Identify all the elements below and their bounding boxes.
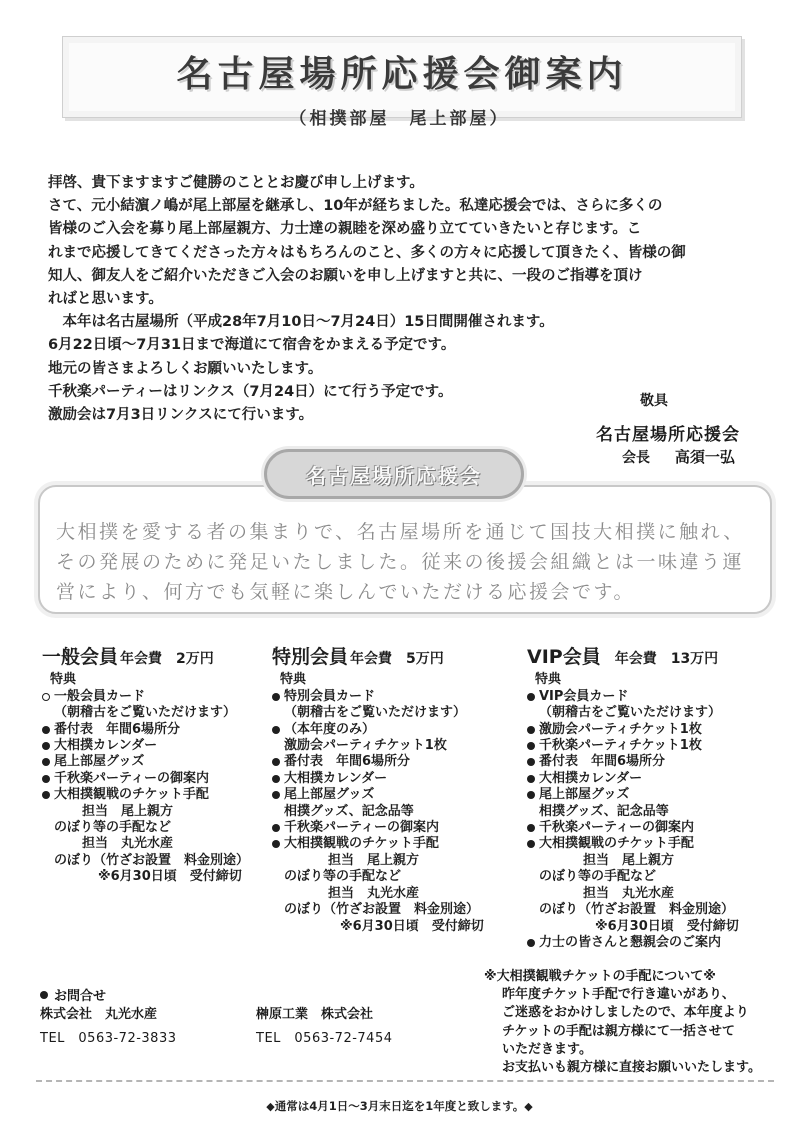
list-item: 担当 尾上親方: [328, 852, 420, 868]
phone-number: TEL 0563-72-7454: [256, 1031, 393, 1046]
association-line: 営により、何方でも気軽に楽しんでいただける応援会です。: [56, 581, 635, 603]
note-line: お支払いも親方様に直接お願いいたします。: [502, 1060, 761, 1076]
fee-amount: 5万円: [406, 651, 444, 667]
list-item: 尾上部屋グッズ: [42, 754, 249, 770]
list-item: 激励会パーティチケット1枚: [527, 722, 739, 738]
association-line: 大相撲を愛する者の集まりで、名古屋場所を通じて国技大相撲に触れ、: [56, 521, 745, 543]
chair-title: 会長: [622, 450, 650, 466]
intro-line: 知人、御友人をご紹介いただきご入会のお願いを申し上げますと共に、一段のご指導を頂け: [48, 267, 643, 284]
membership-header: [272, 646, 484, 668]
list-item: （朝稽古をご覧いただけます）: [54, 705, 237, 721]
membership-special: [272, 646, 484, 935]
phone-number: TEL 0563-72-3833: [40, 1031, 177, 1046]
chair-name: 高須一弘: [674, 448, 735, 466]
list-item: のぼり（竹ざお設置 料金別途）: [539, 902, 735, 918]
intro-line: ればと思います。: [48, 291, 163, 308]
note-line: チケットの手配は親方様にて一括させて: [502, 1023, 735, 1039]
benefits-label: 特典: [280, 672, 307, 688]
fee-amount: 13万円: [670, 651, 719, 667]
organization-name: 名古屋場所応援会: [596, 425, 740, 445]
list-item: のぼり等の手配など: [539, 869, 657, 885]
list-item: 尾上部屋グッズ: [272, 787, 484, 803]
list-item: 担当 丸光水産: [328, 885, 420, 901]
list-item: 千秋楽パーティーの御案内: [527, 820, 739, 836]
intro-line: 6月22日頃～7月31日まで海道にて宿舎をかまえる予定です。: [48, 337, 456, 354]
list-item: のぼり等の手配など: [54, 820, 172, 836]
note-heading: ※大相撲観戦チケットの手配について※: [484, 969, 716, 984]
list-item: （朝稽古をご覧いただけます）: [284, 705, 467, 721]
list-item: ※6月30日頃 受付締切: [595, 918, 739, 934]
list-item: 番付表 年間6場所分: [272, 754, 484, 770]
list-item: 尾上部屋グッズ: [527, 787, 739, 803]
contact-block-1: [40, 988, 177, 1048]
membership-header: [42, 646, 249, 668]
fee-amount: 2万円: [176, 651, 214, 667]
intro-line: 地元の皆さまよろしくお願いいたします。: [48, 360, 323, 377]
list-item: 担当 尾上親方: [583, 852, 675, 868]
page-subtitle: （相撲部屋 尾上部屋）: [289, 109, 510, 129]
membership-general: [42, 646, 250, 886]
fee-label: 年会費: [614, 651, 657, 667]
membership-header: [527, 646, 739, 668]
membership-name: 特別会員: [272, 646, 349, 668]
list-item: ※6月30日頃 受付締切: [340, 918, 484, 934]
membership-vip: [527, 646, 739, 951]
benefits-list: [527, 689, 739, 952]
benefits-list: [42, 689, 249, 886]
list-item: 激励会パーティチケット1枚: [284, 738, 447, 754]
footer-text: 通常は4月1日～3月末日迄を1年度と致します。: [274, 1099, 525, 1113]
intro-line: れまで応援してきてくださった方々はもちろんのこと、多くの方々に応援して頂きたく、皆様の御: [48, 244, 686, 261]
list-item: 力士の皆さんと懇親会のご案内: [527, 935, 739, 951]
list-item: 番付表 年間6場所分: [527, 754, 739, 770]
chair-signature: [622, 446, 735, 467]
note-line: 昨年度チケット手配で行き違いがあり、: [502, 987, 735, 1003]
list-item: 大相撲観戦のチケット手配: [527, 836, 739, 852]
association-description: [56, 517, 756, 607]
list-item: 相撲グッズ、記念品等: [284, 803, 414, 819]
membership-name: VIP会員: [527, 646, 601, 668]
intro-letter: [48, 172, 778, 427]
list-item: のぼり（竹ざお設置 料金別途）: [284, 902, 480, 918]
contact-block-2: [256, 1006, 393, 1048]
note-line: いただきます。: [502, 1041, 592, 1057]
list-item: ※6月30日頃 受付締切: [98, 869, 242, 885]
list-item: 担当 丸光水産: [82, 836, 174, 852]
note-line: ご迷惑をおかけしましたので、本年度より: [502, 1005, 749, 1021]
footer-note: [0, 1098, 799, 1114]
intro-line: 千秋楽パーティーはリンクス（7月24日）にて行う予定です。: [48, 383, 453, 400]
contact-label: お問合せ: [54, 989, 107, 1004]
list-item: 大相撲カレンダー: [42, 738, 249, 754]
list-item: 大相撲観戦のチケット手配: [272, 836, 484, 852]
benefits-label: 特典: [535, 672, 562, 688]
list-item: のぼり等の手配など: [284, 869, 402, 885]
list-item: 千秋楽パーティーの御案内: [42, 771, 249, 787]
list-item: 一般会員カード: [42, 689, 249, 705]
membership-name: 一般会員: [42, 646, 119, 668]
benefits-label: 特典: [50, 672, 77, 688]
list-item: VIP会員カード: [527, 689, 739, 705]
association-line: その発展のために発足いたしました。従来の後援会組織とは一味違う運: [56, 551, 745, 573]
list-item: 千秋楽パーティーの御案内: [272, 820, 484, 836]
association-title: 名古屋場所応援会: [306, 464, 482, 488]
list-item: 特別会員カード: [272, 689, 484, 705]
bullet-icon: [40, 991, 48, 999]
intro-line: 拝啓、貴下ますますご健勝のこととお慶び申し上げます。: [48, 175, 424, 191]
intro-line: 激励会は7月3日リンクスにて行います。: [48, 407, 314, 424]
fee-label: 年会費: [120, 651, 163, 667]
list-item: 大相撲カレンダー: [272, 771, 484, 787]
list-item: （朝稽古をご覧いただけます）: [539, 705, 722, 721]
ticket-note: [484, 968, 761, 1077]
list-item: 大相撲カレンダー: [527, 771, 739, 787]
diamond-icon: ◆: [524, 1100, 533, 1113]
benefits-list: [272, 689, 484, 935]
list-item: 担当 尾上親方: [82, 803, 174, 819]
list-item: のぼり（竹ざお設置 料金別途）: [54, 852, 250, 868]
footer-divider: [36, 1080, 774, 1082]
list-item: 担当 丸光水産: [583, 885, 675, 901]
page-title: 名古屋場所応援会御案内: [176, 53, 628, 95]
intro-line: 本年は名古屋場所（平成28年7月10日～7月24日）15日間開催されます。: [48, 314, 554, 331]
list-item: 相撲グッズ、記念品等: [539, 803, 669, 819]
diamond-icon: ◆: [266, 1100, 275, 1113]
list-item: 千秋楽パーティチケット1枚: [527, 738, 739, 754]
company-name: 榊原工業 株式会社: [256, 1007, 374, 1022]
company-name: 株式会社 丸光水産: [40, 1007, 158, 1022]
list-item: （本年度のみ）: [272, 722, 484, 738]
intro-line: 皆様のご入会を募り尾上部屋親方、力士達の親睦を深め盛り立てていきたいと存じます。こ: [48, 221, 642, 238]
fee-label: 年会費: [350, 651, 393, 667]
list-item: 番付表 年間6場所分: [42, 722, 249, 738]
closing-word: 敬具: [640, 393, 668, 409]
intro-line: さて、元小結濵ノ嶋が尾上部屋を継承し、10年が経ちました。私達応援会では、さらに多くの: [48, 198, 663, 215]
contact-label-row: [40, 988, 177, 1006]
list-item: 大相撲観戦のチケット手配: [42, 787, 249, 803]
